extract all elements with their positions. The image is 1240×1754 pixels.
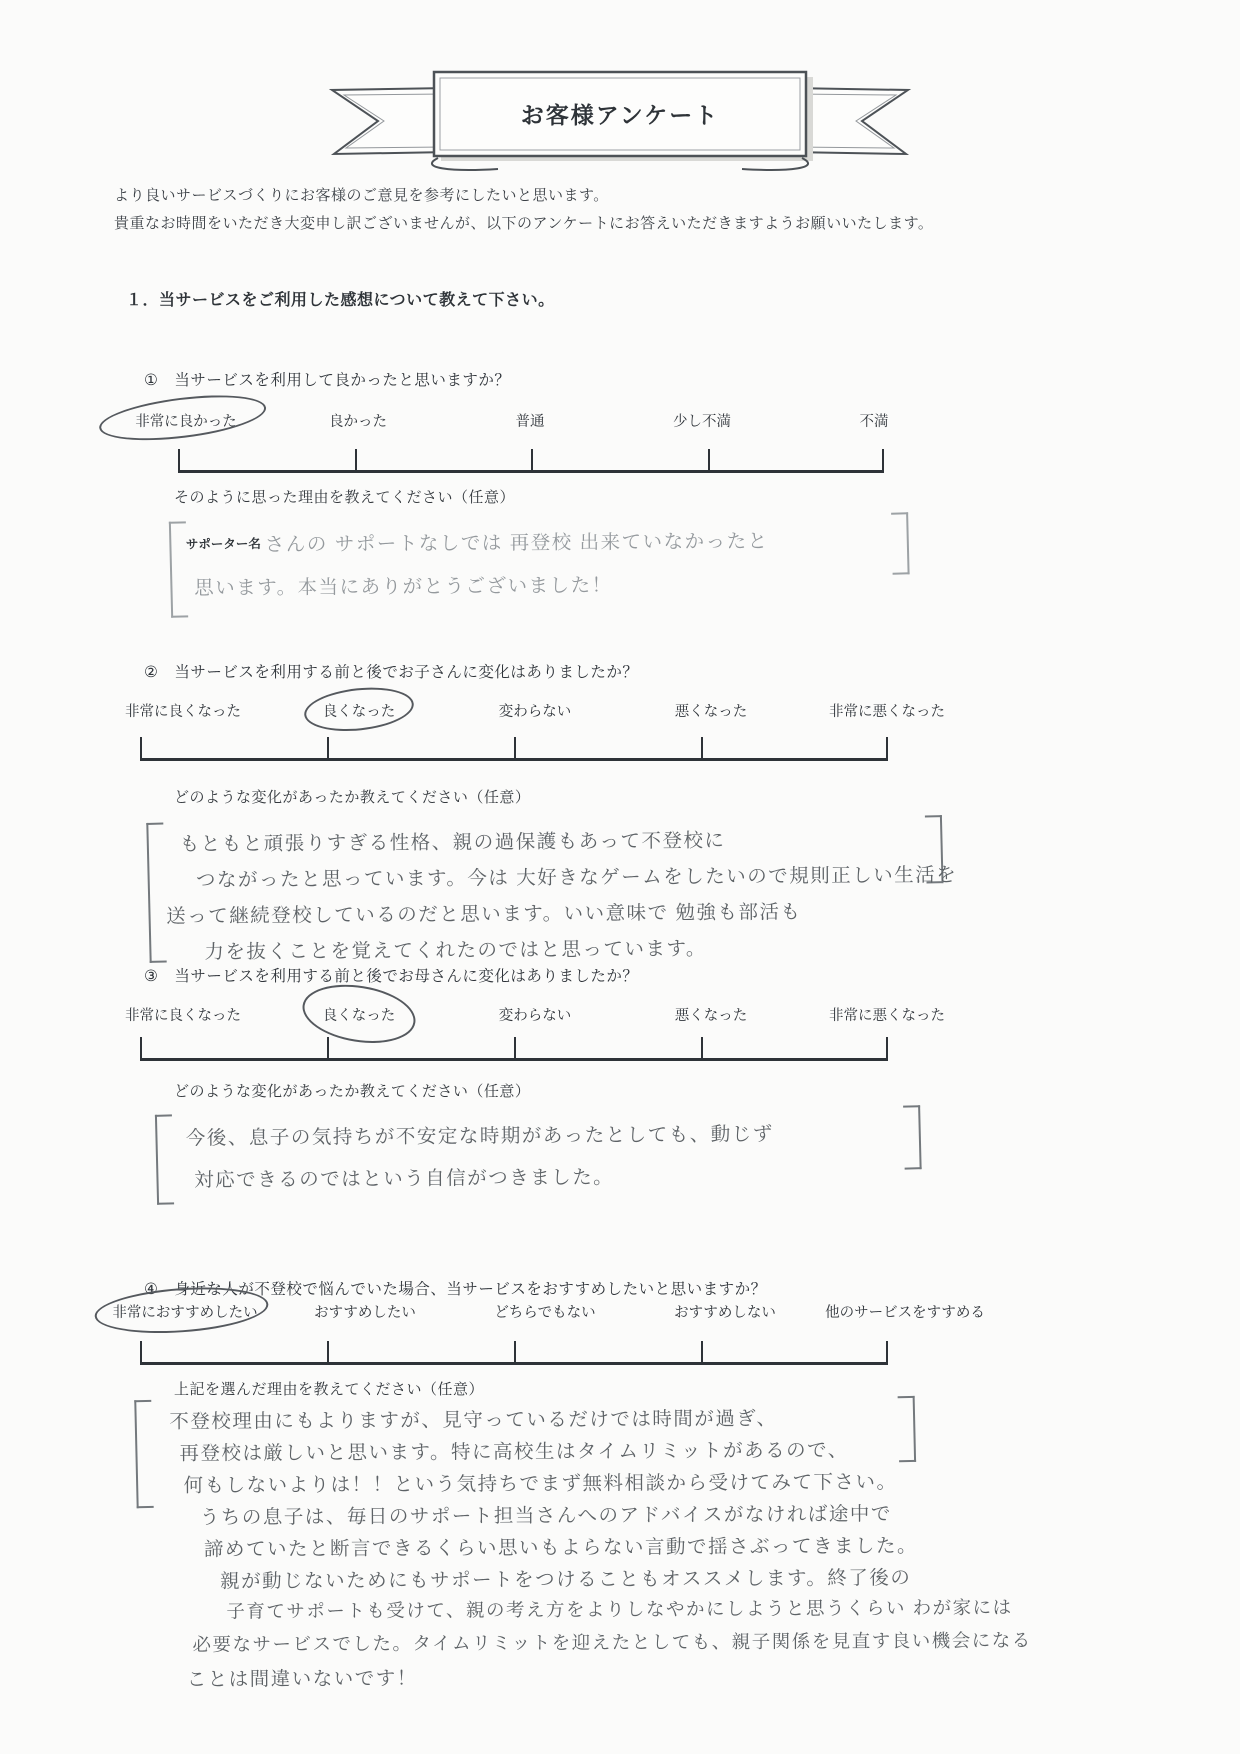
question-1-options-row — [100, 410, 960, 431]
handwritten-line: サポーター名 さんの サポートなしでは 再登校 出来ていなかったと — [185, 530, 769, 556]
scale-tick — [882, 449, 884, 470]
ribbon-banner-graphic — [320, 62, 920, 172]
option-label: 良かった — [329, 414, 387, 430]
question-2-scale-line — [140, 735, 888, 761]
question-1-text: ① 当サービスを利用して良かったと思いますか？ — [144, 372, 511, 389]
option-label: 悪くなった — [674, 1008, 748, 1024]
scale-tick — [531, 449, 533, 470]
hand-bracket-right — [891, 512, 910, 574]
handwritten-line: 対応できるのではという自信がつきました。 — [194, 1166, 615, 1192]
handwritten-line: もともと頑張りすぎる性格、親の過保護もあって不登校に — [179, 829, 726, 856]
scale-tick — [178, 449, 180, 470]
handwritten-line: 親が動じないためにもサポートをつけることもオススメします。終了後の — [220, 1567, 912, 1593]
scale-tick — [327, 1037, 329, 1058]
option-label: 悪くなった — [674, 704, 748, 720]
option-label: 非常におすすめしたい — [95, 1301, 275, 1322]
question-3-number: ③ — [144, 968, 159, 985]
hand-bracket-right — [903, 1105, 922, 1169]
question-1-scale-line — [178, 448, 884, 473]
question-4-prompt: 上記を選んだ理由を教えてください（任意） — [174, 1381, 485, 1398]
scale-tick — [140, 737, 142, 758]
handwritten-line: 力を抜くことを覚えてくれたのではと思っています。 — [204, 937, 707, 964]
scale-tick — [886, 737, 888, 758]
handwritten-line: 送って継続登校しているのだと思います。いい意味で 勉強も部活も — [166, 901, 802, 928]
question-4-text: ④ 身近な人が不登校で悩んでいた場合、当サービスをおすすめしたいと思いますか？ — [144, 1281, 767, 1298]
question-3-prompt: どのような変化があったか教えてください（任意） — [174, 1083, 531, 1100]
scale-tick — [701, 1341, 703, 1362]
scale-tick — [140, 1341, 142, 1362]
intro-line-1: より良いサービスづくりにお客様のご意見を参考にしたいと思います。 — [114, 187, 609, 204]
question-2-prompt: どのような変化があったか教えてください（任意） — [174, 789, 531, 806]
option-label: 非常に良かった — [100, 410, 272, 431]
hand-bracket-left — [146, 823, 166, 963]
ribbon-tail-left — [332, 88, 450, 154]
handwritten-line: 何もしないよりは！！という気持ちでまず無料相談から受けてみて下さい。 — [183, 1471, 898, 1497]
hand-bracket-left — [155, 1114, 174, 1204]
question-1-answer-box — [170, 512, 916, 619]
scale-tick — [327, 737, 329, 758]
scale-tick — [886, 1037, 888, 1058]
question-4-number: ④ — [144, 1281, 159, 1298]
handwritten-line: ことは間違いないです！ — [186, 1667, 418, 1691]
option-label: 普通 — [515, 414, 545, 430]
handwritten-line: 必要なサービスでした。タイムリミットを迎えたとしても、親子関係を見直す良い機会になる — [192, 1629, 1032, 1655]
option-label: どちらでもない — [494, 1305, 596, 1321]
scale-tick — [886, 1341, 888, 1362]
option-label: 非常に良くなった — [125, 704, 241, 720]
option-label: 変わらない — [498, 704, 572, 720]
scale-tick — [140, 1037, 142, 1058]
option-label: 不満 — [859, 414, 889, 430]
option-label: 非常に良くなった — [125, 1008, 241, 1024]
question-2-number: ② — [144, 664, 159, 681]
scale-tick — [514, 737, 516, 758]
option-label: 変わらない — [498, 1008, 572, 1024]
option-label: 他のサービスをすすめる — [825, 1305, 985, 1321]
option-label: 非常に悪くなった — [829, 704, 945, 720]
handwritten-line: 再登校は厳しいと思います。特に高校生はタイムリミットがあるので、 — [179, 1439, 849, 1465]
handwritten-line: 諦めていたと断言できるくらい思いもよらない言動で揺さぶってきました。 — [203, 1535, 919, 1561]
option-label: 良くなった — [271, 1004, 447, 1025]
question-3-text: ③ 当サービスを利用する前と後でお母さんに変化はありましたか？ — [144, 968, 639, 985]
handwritten-line: 不登校理由にもよりますが、見守っているだけでは時間が過ぎ、 — [169, 1407, 778, 1433]
question-1-prompt: そのように思った理由を教えてください（任意） — [174, 489, 516, 506]
question-2-options-row — [95, 700, 975, 721]
scale-tick — [708, 449, 710, 470]
question-2-answer-box — [147, 815, 958, 969]
option-label: おすすめしたい — [314, 1305, 416, 1321]
handwritten-line: 子育てサポートも受けて、親の考え方をよりしなやかにしようと思うくらい わが家には — [226, 1596, 1013, 1622]
section-heading: １．当サービスをご利用した感想について教えて下さい。 — [126, 292, 555, 309]
banner-title: お客様アンケート — [520, 102, 720, 128]
question-4-scale-line — [140, 1339, 888, 1365]
scale-tick — [701, 737, 703, 758]
question-2-text: ② 当サービスを利用する前と後でお子さんに変化はありましたか？ — [144, 664, 639, 681]
option-label: おすすめしない — [674, 1305, 776, 1321]
scale-tick — [514, 1341, 516, 1362]
ribbon-banner — [320, 62, 920, 177]
intro-line-2: 貴重なお時間をいただき大変申し訳ございませんが、以下のアンケートにお答えいただきますようお願いいたします。 — [114, 215, 934, 232]
question-1-number: ① — [144, 372, 159, 389]
option-label: 少し不満 — [673, 414, 731, 430]
scale-tick — [355, 449, 357, 470]
scale-tick — [701, 1037, 703, 1058]
supporter-name-label: サポーター名 — [185, 536, 261, 552]
scale-tick — [514, 1037, 516, 1058]
question-3-scale-line — [140, 1035, 888, 1061]
hand-bracket-left — [134, 1400, 153, 1508]
question-3-options-row — [95, 1004, 975, 1025]
handwritten-line: 思います。本当にありがとうございました！ — [194, 574, 613, 600]
question-4-answer-box — [135, 1396, 1032, 1710]
hand-bracket-right — [898, 1396, 916, 1462]
scale-tick — [327, 1341, 329, 1362]
handwritten-line: つながったと思っています。今は 大好きなゲームをしたいので規則正しい生活を — [195, 864, 958, 892]
question-3-answer-box — [156, 1105, 922, 1208]
option-label: 非常に悪くなった — [829, 1008, 945, 1024]
handwritten-line: 今後、息子の気持ちが不安定な時期があったとしても、動じず — [185, 1123, 774, 1150]
question-4-options-row — [95, 1301, 995, 1322]
handwritten-line: うちの息子は、毎日のサポート担当さんへのアドバイスがなければ途中で — [199, 1503, 892, 1529]
option-label: 良くなった — [271, 700, 447, 721]
